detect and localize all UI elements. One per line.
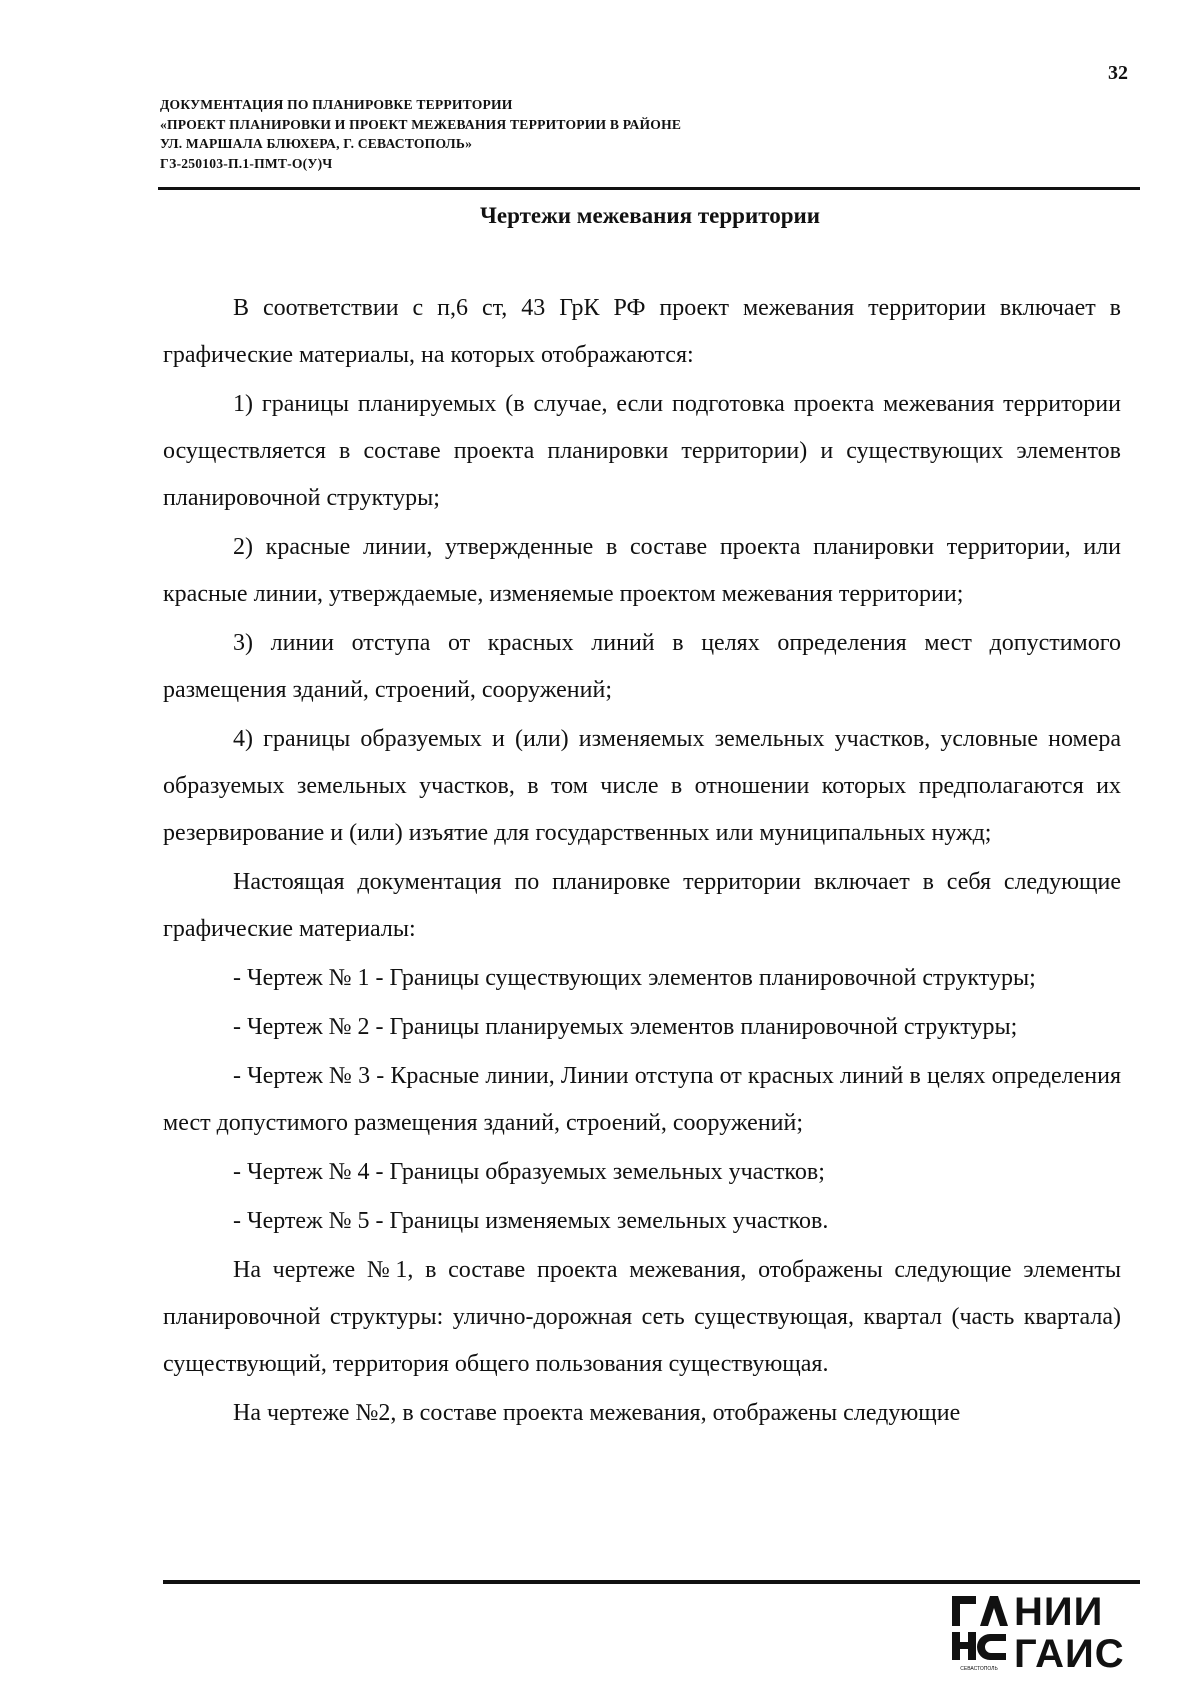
logo-emblem-caption: СЕВАСТОПОЛЬ: [960, 1666, 998, 1672]
logo-emblem-icon: [950, 1592, 1008, 1672]
page-title: Чертежи межевания территории: [480, 203, 820, 228]
document-header: [160, 95, 1100, 173]
header-line: УЛ. МАРШАЛА БЛЮХЕРА, Г. СЕВАСТОПОЛЬ»: [160, 136, 473, 151]
logo-text: [1014, 1592, 1125, 1674]
header-line: «ПРОЕКТ ПЛАНИРОВКИ И ПРОЕКТ МЕЖЕВАНИЯ ТЕРРИТОРИИ В РАЙОНЕ: [160, 116, 682, 132]
paragraph: - Чертеж № 4 - Границы образуемых земельных участков;: [233, 1159, 825, 1185]
company-logo: [950, 1592, 1140, 1674]
paragraph: Настоящая документация по планировке территории включает в себя следующие графические материалы:: [163, 869, 1121, 942]
body-text: [163, 285, 1121, 1439]
paragraph: На чертеже №2, в составе проекта межевания, отображены следующие: [233, 1400, 961, 1426]
paragraph: 4) границы образуемых и (или) изменяемых земельных участков, условные номера образуемых земельных участков, в том числе в отношении которых предполагаются их резервирование и (или) изъятие для государственных или муниципальных нужд;: [163, 726, 1121, 846]
logo-text-line: ГАИС: [1014, 1632, 1125, 1676]
paragraph: 3) линии отступа от красных линий в целях определения мест допустимого размещения зданий, строений, сооружений;: [163, 630, 1121, 703]
paragraph: 2) красные линии, утвержденные в составе проекта планировки территории, или красные линии, утверждаемые, изменяемые проектом межевания территории;: [163, 534, 1121, 607]
header-divider: [158, 187, 1140, 190]
paragraph: - Чертеж № 3 - Красные линии, Линии отступа от красных линий в целях определения мест допустимого размещения зданий, строений, сооружений;: [163, 1063, 1121, 1136]
footer-divider: [163, 1580, 1140, 1584]
page-number: 32: [1108, 62, 1128, 84]
paragraph: На чертеже №1, в составе проекта межевания, отображены следующие элементы планировочной структуры: улично-дорожная сеть существующая, квартал (часть квартала) существующий, территория общего пользования существующая.: [163, 1257, 1121, 1377]
header-line: ДОКУМЕНТАЦИЯ ПО ПЛАНИРОВКЕ ТЕРРИТОРИИ: [160, 97, 513, 112]
paragraph: В соответствии с п,6 ст, 43 ГрК РФ проект межевания территории включает в графические материалы, на которых отображаются:: [163, 295, 1121, 368]
header-line: ГЗ-250103-П.1-ПМТ-О(У)Ч: [160, 155, 333, 171]
paragraph: 1) границы планируемых (в случае, если подготовка проекта межевания территории осуществляется в составе проекта планировки территории) и существующих элементов планировочной структуры;: [163, 391, 1121, 511]
paragraph: - Чертеж № 2 - Границы планируемых элементов планировочной структуры;: [233, 1014, 1018, 1040]
paragraph: - Чертеж № 1 - Границы существующих элементов планировочной структуры;: [233, 965, 1036, 991]
paragraph: - Чертеж № 5 - Границы изменяемых земельных участков.: [233, 1208, 829, 1234]
logo-text-line: НИИ: [1014, 1590, 1104, 1634]
